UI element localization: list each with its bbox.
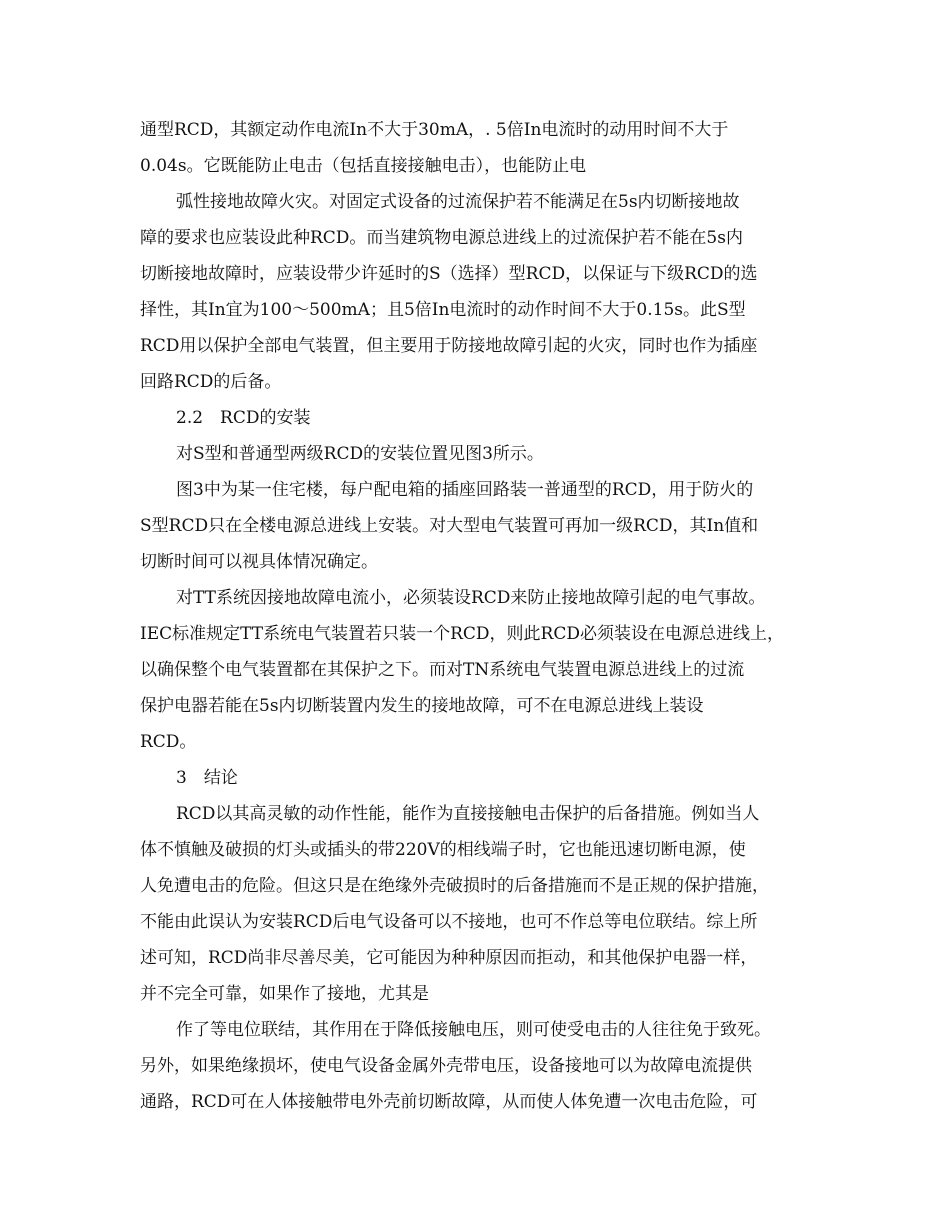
- text-line: 通路，RCD可在人体接触带电外壳前切断故障，从而使人体免遭一次电击危险，可: [140, 1092, 758, 1112]
- text-line: 并不完全可靠，如果作了接地，尤其是: [140, 984, 429, 1004]
- text-line: 图3中为某一住宅楼，每户配电箱的插座回路装一普通型的RCD，用于防火的: [176, 480, 754, 500]
- text-line: 以确保整个电气装置都在其保护之下。而对TN系统电气装置电源总进线上的过流: [140, 660, 745, 680]
- text-line: IEC标准规定TT系统电气装置若只装一个RCD，则此RCD必须装设在电源总进线上，: [140, 624, 784, 644]
- text-line: 保护电器若能在5s内切断装置内发生的接地故障，可不在电源总进线上装设: [140, 696, 704, 716]
- document-page: [140, 112, 820, 1120]
- text-line: S型RCD只在全楼电源总进线上安装。对大型电气装置可再加一级RCD，其In值和: [140, 516, 759, 536]
- text-line: 障的要求也应装设此种RCD。而当建筑物电源总进线上的过流保护若不能在5s内: [140, 228, 743, 248]
- text-line: 对S型和普通型两级RCD的安装位置见图3所示。: [176, 444, 544, 464]
- text-line: 0.04s。它既能防止电击（包括直接接触电击），也能防止电: [140, 156, 587, 176]
- text-line: 择性，其In宜为100～500mA；且5倍In电流时的动作时间不大于0.15s。此S型: [140, 300, 746, 320]
- section-heading: 2.2 RCD的安装: [176, 408, 311, 428]
- text-line: 弧性接地故障火灾。对固定式设备的过流保护若不能满足在5s内切断接地故: [176, 192, 740, 212]
- text-line: 体不慎触及破损的灯头或插头的带220V的相线端子时，它也能迅速切断电源，使: [140, 840, 746, 860]
- text-line: 回路RCD的后备。: [140, 372, 282, 392]
- section-heading: 3 结论: [176, 768, 238, 788]
- text-line: 不能由此误认为安装RCD后电气设备可以不接地，也可不作总等电位联结。综上所: [140, 912, 758, 932]
- text-line: 通型RCD，其额定动作电流In不大于30mA，. 5倍In电流时的动用时间不大于: [140, 120, 729, 140]
- text-line: RCD。: [140, 732, 197, 752]
- text-line: 作了等电位联结，其作用在于降低接触电压，则可使受电击的人往往免于致死。: [176, 1020, 771, 1040]
- text-line: 对TT系统因接地故障电流小，必须装设RCD来防止接地故障引起的电气事故。: [176, 588, 766, 608]
- text-line: RCD以其高灵敏的动作性能，能作为直接接触电击保护的后备措施。例如当人: [176, 804, 760, 824]
- text-line: 述可知，RCD尚非尽善尽美，它可能因为种种原因而拒动，和其他保护电器一样，: [140, 948, 758, 968]
- text-line: 另外，如果绝缘损坏，使电气设备金属外壳带电压，设备接地可以为故障电流提供: [140, 1056, 752, 1076]
- text-line: RCD用以保护全部电气装置，但主要用于防接地故障引起的火灾，同时也作为插座: [140, 336, 758, 356]
- text-line: 切断时间可以视具体情况确定。: [140, 552, 378, 572]
- text-line: 切断接地故障时，应装设带少许延时的S（选择）型RCD，以保证与下级RCD的选: [140, 264, 758, 284]
- text-line: 人免遭电击的危险。但这只是在绝缘外壳破损时的后备措施而不是正规的保护措施，: [140, 876, 769, 896]
